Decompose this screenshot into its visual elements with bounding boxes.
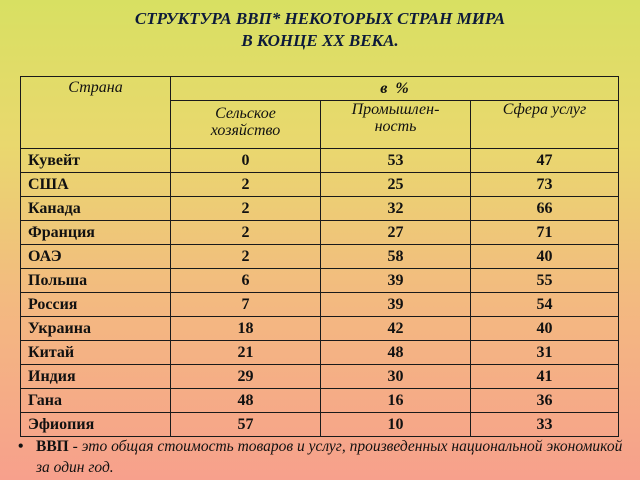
table-row [21, 221, 619, 245]
table-row [21, 245, 619, 269]
agriculture-cell: 2 [171, 245, 321, 269]
table-row [21, 269, 619, 293]
country-cell: Россия [21, 293, 171, 317]
bullet-icon: • [18, 438, 24, 455]
industry-cell: 30 [321, 365, 471, 389]
country-cell: Украина [21, 317, 171, 341]
agriculture-cell: 6 [171, 269, 321, 293]
table-row [21, 293, 619, 317]
agriculture-cell: 21 [171, 341, 321, 365]
services-cell: 54 [471, 293, 619, 317]
agriculture-cell: 2 [171, 173, 321, 197]
industry-cell: 39 [321, 293, 471, 317]
table-row [21, 365, 619, 389]
industry-cell: 42 [321, 317, 471, 341]
footnote-text-block [36, 436, 628, 478]
services-cell: 33 [471, 413, 619, 437]
agriculture-cell: 57 [171, 413, 321, 437]
table-row [21, 197, 619, 221]
country-column-header: Страна [21, 77, 171, 149]
title-line-1: СТРУКТУРА ВВП* НЕКОТОРЫХ СТРАН МИРА [134, 9, 506, 28]
country-cell: Эфиопия [21, 413, 171, 437]
country-cell: США [21, 173, 171, 197]
industry-cell: 32 [321, 197, 471, 221]
agriculture-cell: 48 [171, 389, 321, 413]
agriculture-cell: 18 [171, 317, 321, 341]
services-cell: 66 [471, 197, 619, 221]
services-cell: 40 [471, 245, 619, 269]
table-row [21, 149, 619, 173]
services-cell: 55 [471, 269, 619, 293]
industry-cell: 27 [321, 221, 471, 245]
industry-cell: 25 [321, 173, 471, 197]
services-cell: 40 [471, 317, 619, 341]
agriculture-cell: 2 [171, 221, 321, 245]
services-cell: 73 [471, 173, 619, 197]
services-cell: 41 [471, 365, 619, 389]
country-cell: Гана [21, 389, 171, 413]
agriculture-cell: 7 [171, 293, 321, 317]
gdp-structure-table [20, 76, 619, 437]
industry-cell: 10 [321, 413, 471, 437]
industry-column-header: Промышлен- ность [321, 101, 471, 149]
industry-cell: 16 [321, 389, 471, 413]
services-cell: 31 [471, 341, 619, 365]
country-cell: Франция [21, 221, 171, 245]
services-cell: 36 [471, 389, 619, 413]
country-cell: Канада [21, 197, 171, 221]
agriculture-column-header: Сельское хозяйство [171, 101, 321, 149]
industry-cell: 53 [321, 149, 471, 173]
table-row [21, 173, 619, 197]
industry-cell: 58 [321, 245, 471, 269]
agriculture-cell: 29 [171, 365, 321, 389]
country-cell: Польша [21, 269, 171, 293]
table-row [21, 413, 619, 437]
country-cell: Индия [21, 365, 171, 389]
services-cell: 47 [471, 149, 619, 173]
country-cell: ОАЭ [21, 245, 171, 269]
industry-cell: 48 [321, 341, 471, 365]
footnote-text: - это общая стоимость товаров и услуг, произведенных национальной экономикой за один год. [36, 438, 623, 476]
agriculture-cell: 0 [171, 149, 321, 173]
table-row [21, 317, 619, 341]
footnote-term: ВВП [36, 438, 69, 455]
services-cell: 71 [471, 221, 619, 245]
services-column-header: Сфера услуг [471, 101, 619, 149]
table-row [21, 341, 619, 365]
agriculture-cell: 2 [171, 197, 321, 221]
percent-group-header: в % [171, 77, 619, 101]
industry-cell: 39 [321, 269, 471, 293]
title-line-2: В КОНЦЕ ХХ ВЕКА. [241, 31, 399, 50]
country-cell: Кувейт [21, 149, 171, 173]
country-cell: Китай [21, 341, 171, 365]
table-row [21, 389, 619, 413]
page-title [0, 8, 640, 52]
